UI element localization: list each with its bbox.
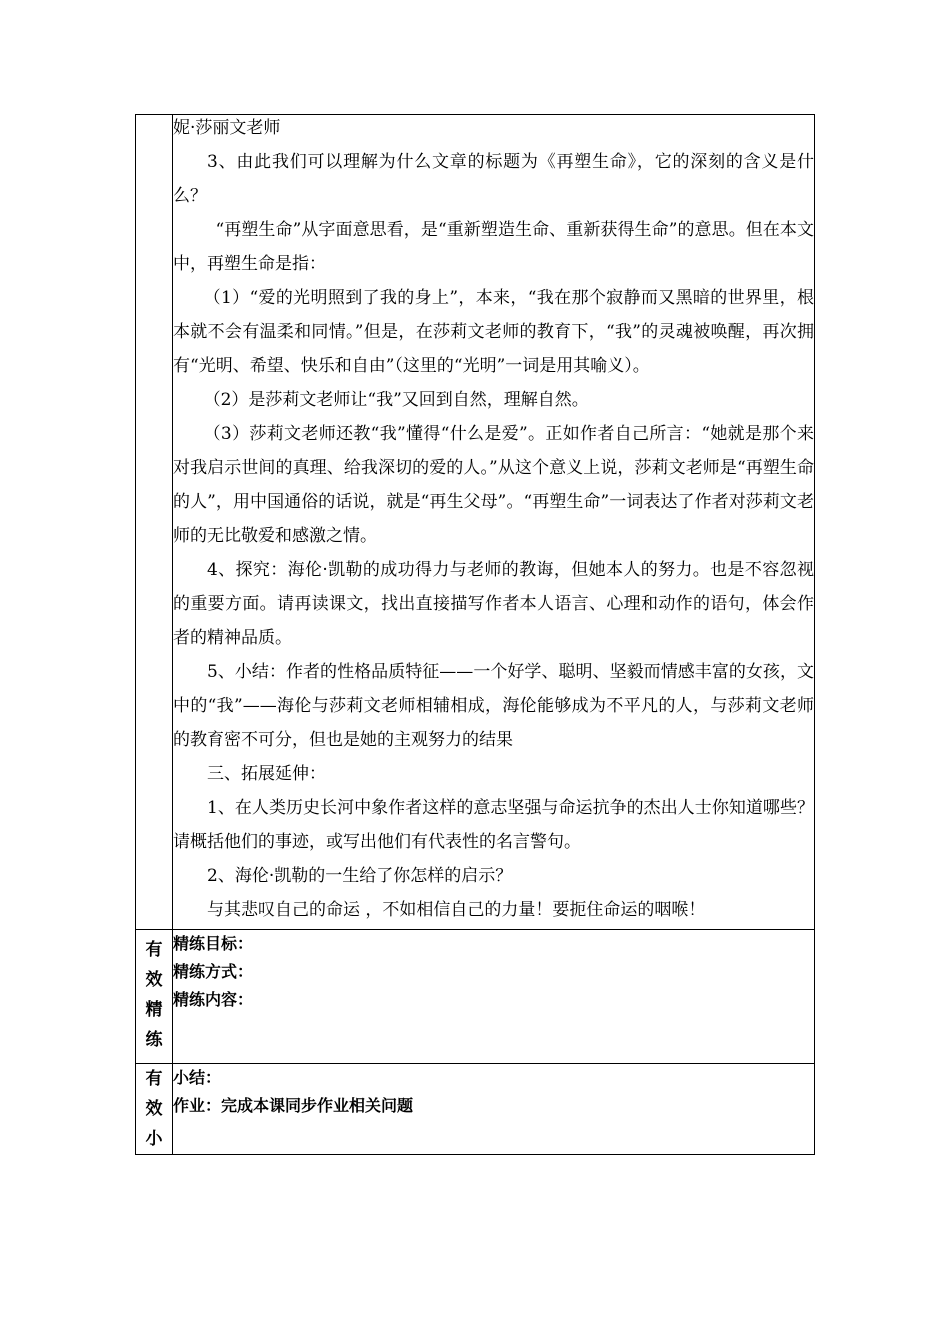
paragraph-10: 2、海伦·凯勒的一生给了你怎样的启示？	[207, 866, 513, 886]
main-content-cell	[173, 115, 815, 930]
summary-label-char: 有	[145, 1069, 163, 1089]
paragraph-8: 三、拓展延伸：	[207, 764, 326, 784]
practice-label-char: 练	[145, 1030, 163, 1050]
summary-label-char: 小	[145, 1129, 163, 1149]
practice-content: 精练内容：	[173, 990, 254, 1009]
summary-label	[136, 1064, 172, 1154]
summary-row	[136, 1064, 815, 1155]
main-row	[136, 115, 815, 930]
paragraph-3: （1）“爱的光明照到了我的身上”，本来，“我在那个寂静而又黑暗的世界里，根本就不会有温柔和同情。”但是，在莎莉文老师的教育下，“我”的灵魂被唤醒，再次拥有“光明、希望、快乐和自由”（这里的“光明”一词是用其喻义）。	[173, 288, 814, 376]
practice-side-cell	[136, 930, 173, 1064]
practice-label-char: 精	[145, 1000, 163, 1020]
practice-label	[136, 930, 172, 1055]
summary-lines	[173, 1064, 814, 1120]
practice-goal: 精练目标：	[173, 934, 254, 953]
practice-lines	[173, 930, 814, 1014]
paragraph-1: 3、由此我们可以理解为什么文章的标题为《再塑生命》，它的深刻的含义是什么？	[173, 152, 814, 206]
practice-row	[136, 930, 815, 1064]
homework-text: 作业：完成本课同步作业相关问题	[173, 1096, 414, 1115]
paragraph-7: 5、小结：作者的性格品质特征——一个好学、聪明、坚毅而情感丰富的女孩，文中的“我”——海伦与莎莉文老师相辅相成，海伦能够成为不平凡的人，与莎莉文老师的教育密不可分，但也是她的主观努力的结果	[173, 662, 814, 750]
summary-label-char: 效	[145, 1099, 163, 1119]
summary-side-cell	[136, 1064, 173, 1155]
practice-label-char: 效	[145, 970, 163, 990]
main-text	[173, 111, 814, 929]
paragraph-11: 与其悲叹自己的命运 ，不如相信自己的力量！要扼住命运的咽喉！	[207, 900, 706, 920]
summary-label-text: 小结：	[173, 1068, 222, 1087]
practice-label-char: 有	[145, 940, 163, 960]
practice-method: 精练方式：	[173, 962, 254, 981]
lesson-table	[135, 114, 815, 1155]
summary-content-cell	[173, 1064, 815, 1155]
practice-content-cell	[173, 930, 815, 1064]
main-side-cell	[136, 115, 173, 930]
paragraph-0: 妮·莎丽文老师	[173, 118, 281, 138]
paragraph-9: 1、在人类历史长河中象作者这样的意志坚强与命运抗争的杰出人士你知道哪些？请概括他们的事迹，或写出他们有代表性的名言警句。	[173, 798, 814, 852]
paragraph-2: “再塑生命”从字面意思看，是“重新塑造生命、重新获得生命”的意思。但在本文中，再塑生命是指：	[173, 220, 814, 274]
paragraph-6: 4、探究：海伦·凯勒的成功得力与老师的教诲，但她本人的努力。也是不容忽视的重要方面。请再读课文，找出直接描写作者本人语言、心理和动作的语句，体会作者的精神品质。	[173, 560, 814, 648]
paragraph-4: （2）是莎莉文老师让“我”又回到自然，理解自然。	[203, 390, 589, 410]
paragraph-5: （3）莎莉文老师还教“我”懂得“什么是爱”。正如作者自己所言：“她就是那个来对我启示世间的真理、给我深切的爱的人。”从这个意义上说，莎莉文老师是“再塑生命的人”，用中国通俗的话说，就是“再生父母”。“再塑生命”一词表达了作者对莎莉文老师的无比敬爱和感激之情。	[173, 424, 814, 546]
